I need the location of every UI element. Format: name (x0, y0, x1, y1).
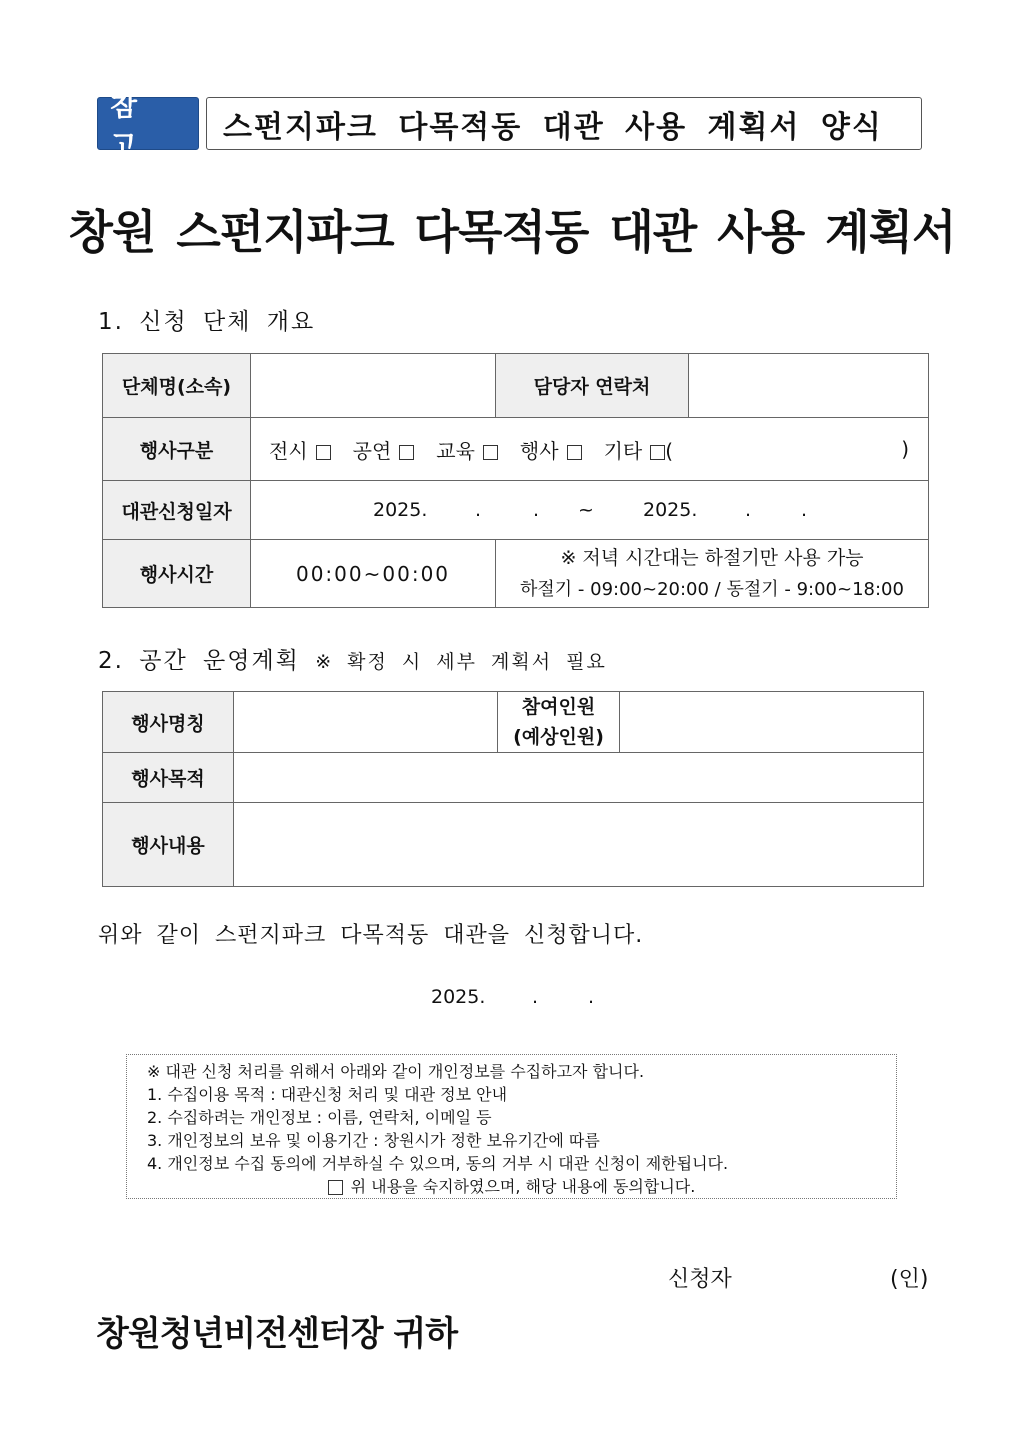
applicant-info-table (102, 353, 929, 608)
date-field[interactable] (251, 481, 929, 540)
time-note-line-2: 하절기 - 09:00~20:00 / 동절기 - 9:00~18:00 (520, 578, 904, 600)
reference-tag: 참 고 (97, 97, 199, 150)
content-field[interactable] (234, 803, 924, 887)
event-name-field[interactable] (234, 692, 498, 753)
time-field[interactable]: 00:00~00:00 (251, 540, 496, 608)
form-title: 스펀지파크 다목적동 대관 사용 계획서 양식 (223, 109, 883, 145)
contact-field[interactable] (689, 354, 929, 418)
event-type-options (251, 418, 929, 481)
purpose-label: 행사목적 (103, 753, 234, 803)
event-type-exhibition[interactable]: 전시 (269, 435, 331, 464)
privacy-item-1: 1. 수집이용 목적 : 대관신청 처리 및 대관 정보 안내 (147, 1085, 508, 1104)
education-checkbox[interactable] (483, 445, 498, 460)
privacy-consent[interactable]: 위 내용을 숙지하였으며, 해당 내용에 동의합니다. (147, 1175, 896, 1198)
date-end-dot-1: . (745, 499, 752, 521)
event-type-performance[interactable]: 공연 (353, 435, 415, 464)
time-note-line-1: ※ 저녁 시간대는 하절기만 사용 가능 (560, 546, 864, 569)
date-end-dot-2: . (801, 499, 808, 521)
content-label: 행사내용 (103, 803, 234, 887)
apply-date-year: 2025. (431, 986, 486, 1008)
page-title: 창원 스펀지파크 다목적동 대관 사용 계획서 (68, 205, 956, 259)
other-close-paren: ) (901, 437, 909, 461)
privacy-item-2: 2. 수집하려는 개인정보 : 이름, 연락처, 이메일 등 (147, 1108, 492, 1127)
participants-field[interactable] (620, 692, 924, 753)
privacy-notice-box (126, 1054, 897, 1199)
section-1-heading: 1. 신청 단체 개요 (98, 309, 316, 335)
apply-statement: 위와 같이 스펀지파크 다목적동 대관을 신청합니다. (98, 923, 644, 948)
privacy-item-3: 3. 개인정보의 보유 및 이용기간 : 창원시가 정한 보유기간에 따름 (147, 1131, 600, 1150)
closing-recipient: 창원청년비전센터장 귀하 (96, 1314, 458, 1354)
date-start-dot-2: . (533, 499, 540, 521)
privacy-intro: ※ 대관 신청 처리를 위해서 아래와 같이 개인정보를 수집하고자 합니다. (147, 1062, 645, 1081)
section-2-heading: 2. 공간 운영계획 ※ 확정 시 세부 계획서 필요 (98, 648, 607, 674)
date-start-dot-1: . (475, 499, 482, 521)
performance-checkbox[interactable] (399, 445, 414, 460)
apply-date-dot-1: . (532, 986, 539, 1008)
consent-checkbox[interactable] (328, 1180, 343, 1195)
event-type-other[interactable]: 기타 ( (603, 438, 674, 463)
time-label: 행사시간 (103, 540, 251, 608)
date-start-year: 2025. (373, 499, 428, 521)
org-name-field[interactable] (251, 354, 496, 418)
event-name-label: 행사명칭 (103, 692, 234, 753)
org-name-label: 단체명(소속) (103, 354, 251, 418)
exhibition-checkbox[interactable] (316, 445, 331, 460)
seal-label: (인) (890, 1267, 929, 1292)
space-plan-table (102, 691, 924, 887)
contact-label: 담당자 연락처 (496, 354, 689, 418)
event-type-label: 행사구분 (103, 418, 251, 481)
event-type-event[interactable]: 행사 (520, 435, 582, 464)
apply-date-dot-2: . (588, 986, 595, 1008)
other-checkbox[interactable] (650, 445, 665, 460)
event-type-education[interactable]: 교육 (436, 435, 498, 464)
privacy-item-4: 4. 개인정보 수집 동의에 거부하실 수 있으며, 동의 거부 시 대관 신청이 제한됩니다. (147, 1154, 729, 1173)
date-label: 대관신청일자 (103, 481, 251, 540)
date-separator: ~ (578, 499, 594, 521)
time-note (496, 540, 929, 608)
purpose-field[interactable] (234, 753, 924, 803)
event-checkbox[interactable] (567, 445, 582, 460)
form-title-box (206, 97, 922, 150)
date-end-year: 2025. (643, 499, 698, 521)
participants-label: 참여인원 (예상인원) (498, 692, 620, 753)
section-2-note: ※ 확정 시 세부 계획서 필요 (315, 651, 607, 673)
applicant-label: 신청자 (668, 1267, 732, 1292)
